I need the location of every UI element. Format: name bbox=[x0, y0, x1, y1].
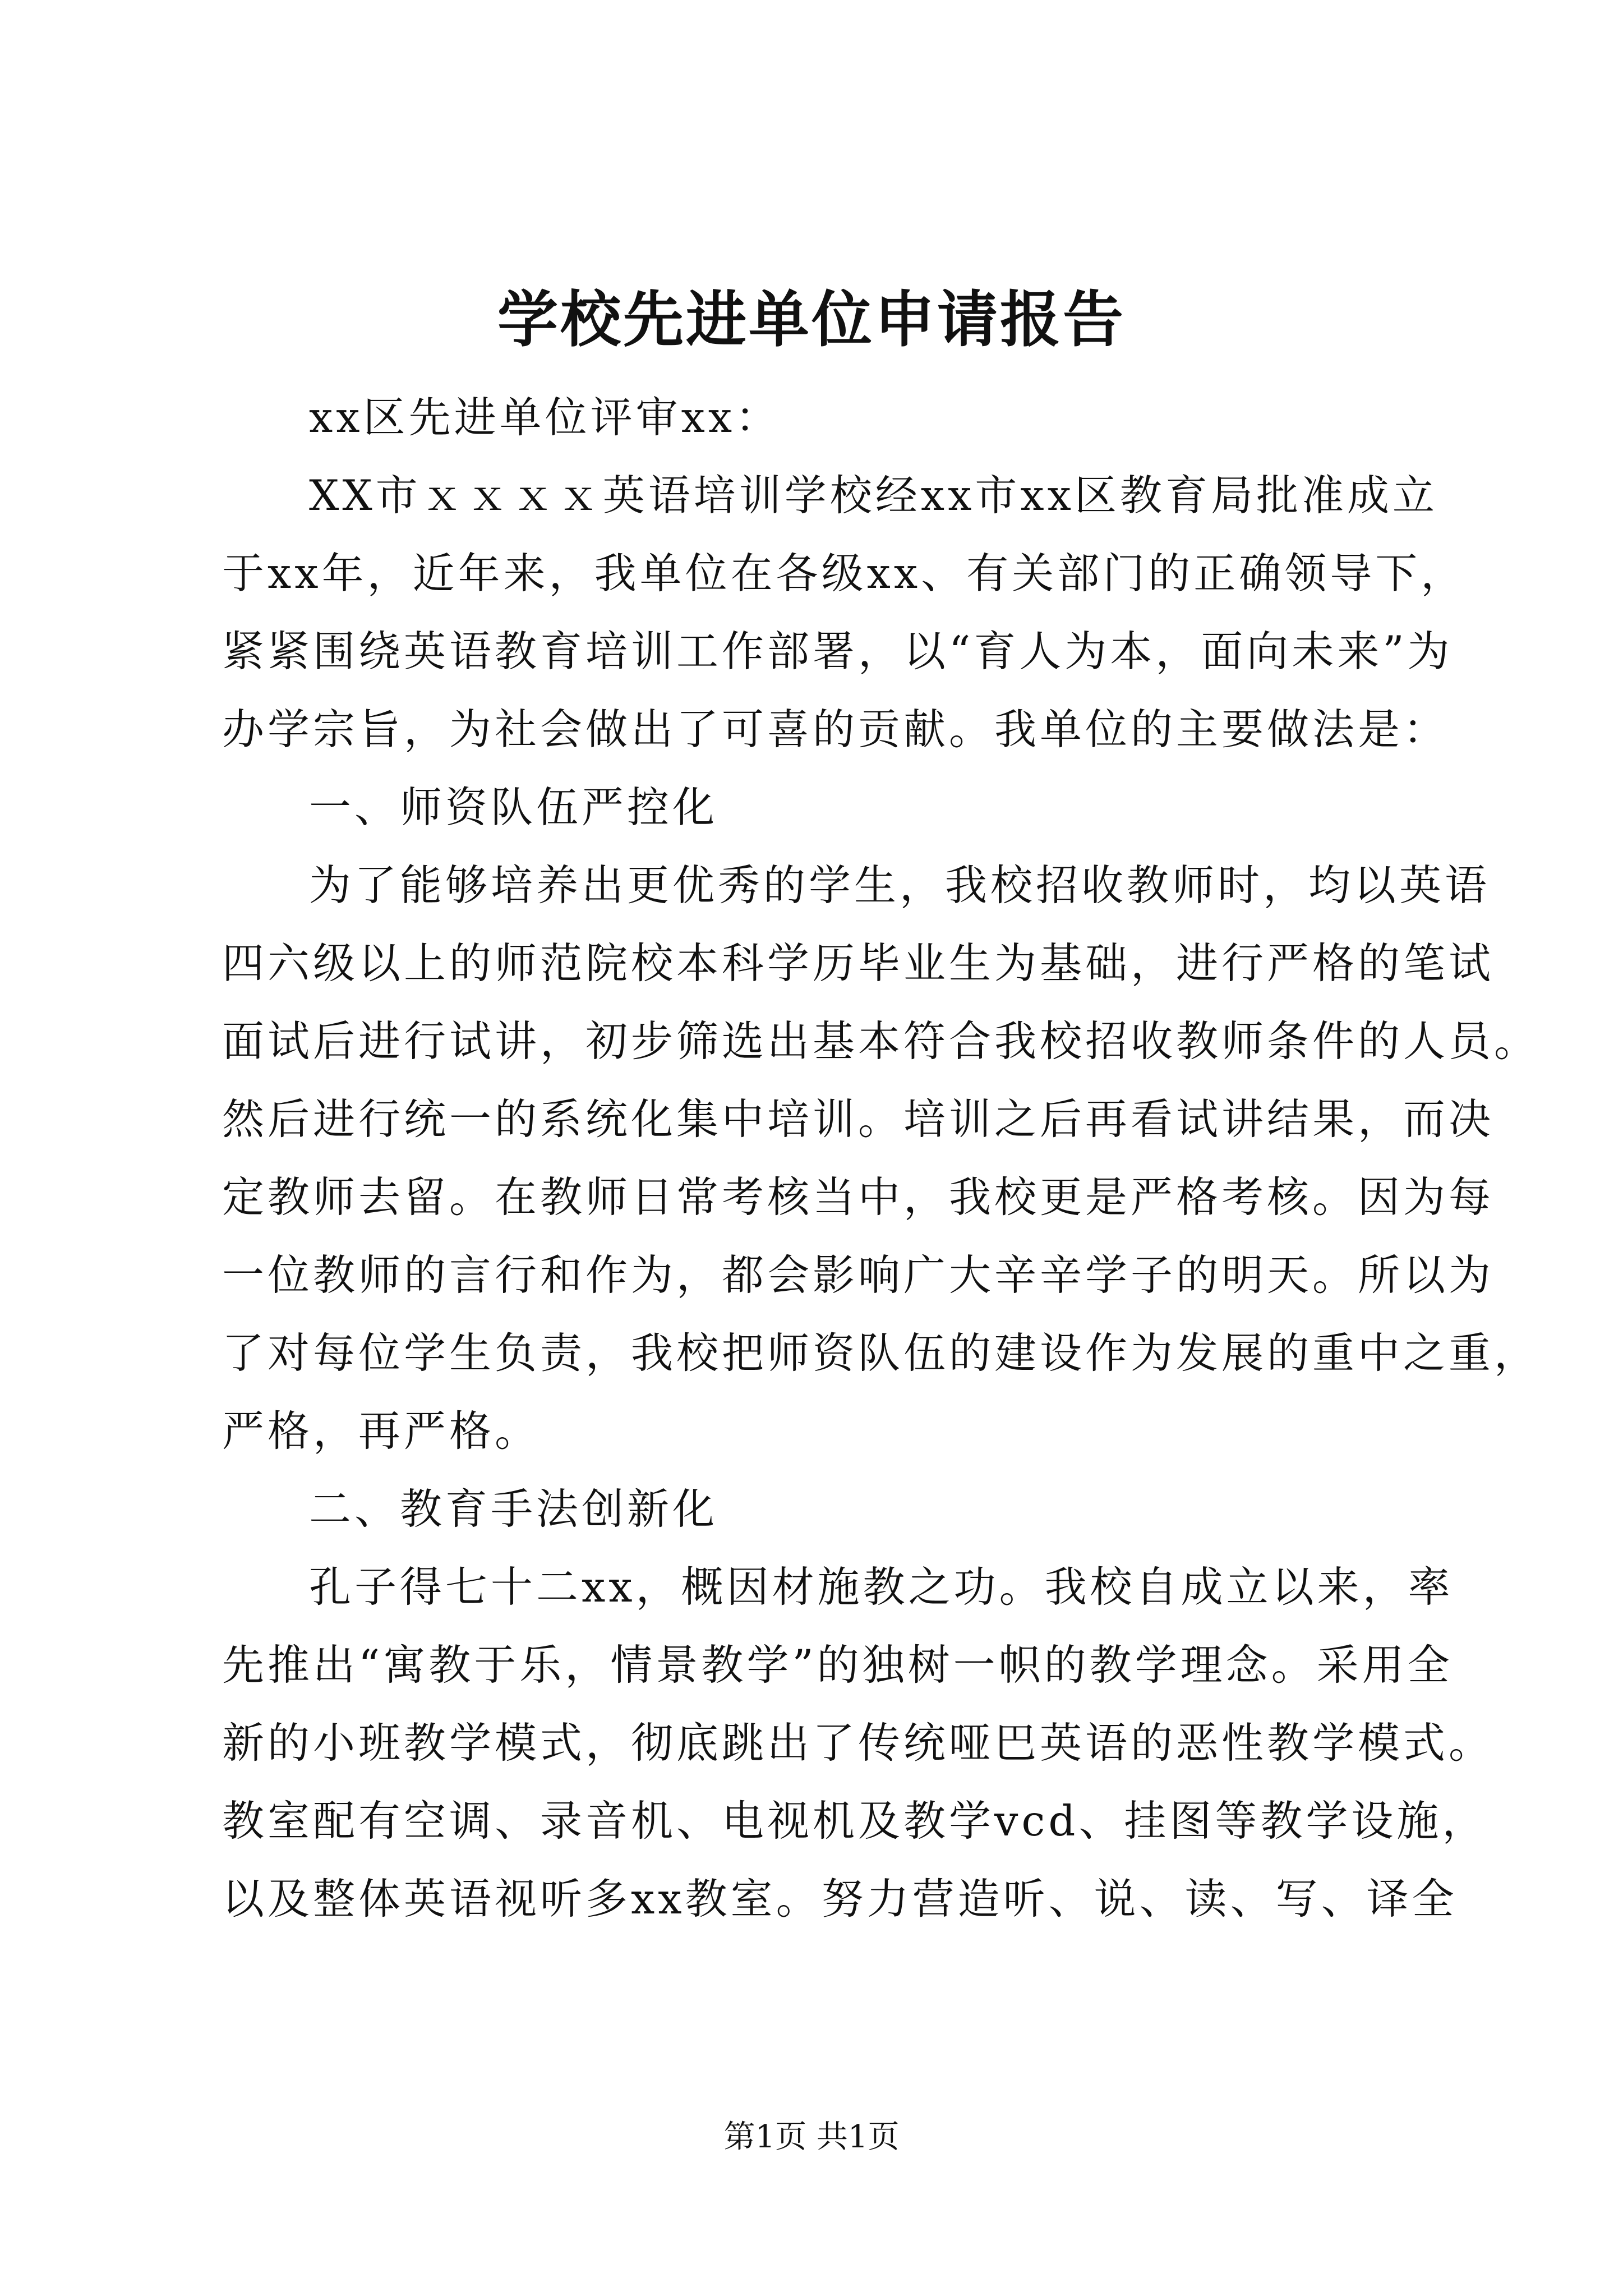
salutation-line: xx区先进单位评审xx： bbox=[309, 393, 781, 442]
paragraph-line: 一位教师的言行和作为，都会影响广大辛辛学子的明天。所以为 bbox=[222, 1250, 1495, 1300]
page-footer: 第1页 共1页 bbox=[723, 2119, 900, 2155]
document-title: 学校先进单位申请报告 bbox=[497, 284, 1126, 355]
section-heading: 二、教育手法创新化 bbox=[309, 1484, 718, 1534]
paragraph-line: 于xx年，近年来，我单位在各级xx、有关部门的正确领导下， bbox=[222, 549, 1467, 598]
paragraph-line: 然后进行统一的系统化集中培训。培训之后再看试讲结果，而决 bbox=[222, 1094, 1495, 1144]
paragraph-line: 教室配有空调、录音机、电视机及教学vcd、挂图等教学设施， bbox=[222, 1796, 1488, 1846]
paragraph-line: 孔子得七十二xx，概因材施教之功。我校自成立以来，率 bbox=[309, 1562, 1454, 1612]
paragraph-line: 面试后进行试讲，初步筛选出基本符合我校招收教师条件的人员。 bbox=[222, 1016, 1540, 1066]
paragraph-line: 先推出“寓教于乐，情景教学”的独树一帜的教学理念。采用全 bbox=[222, 1640, 1453, 1690]
paragraph-line: 紧紧围绕英语教育培训工作部署，以“育人为本，面向未来”为 bbox=[222, 627, 1453, 676]
paragraph-line: 以及整体英语视听多xx教室。努力营造听、说、读、写、译全 bbox=[222, 1874, 1458, 1924]
paragraph-line: XX市ｘｘｘｘ英语培训学校经xx市xx区教育局批准成立 bbox=[309, 471, 1438, 520]
paragraph-line: 了对每位学生负责，我校把师资队伍的建设作为发展的重中之重， bbox=[222, 1328, 1540, 1378]
paragraph-line: 严格，再严格。 bbox=[222, 1406, 541, 1456]
paragraph-line: 新的小班教学模式，彻底跳出了传统哑巴英语的恶性教学模式。 bbox=[222, 1718, 1495, 1768]
section-heading: 一、师资队伍严控化 bbox=[309, 783, 718, 832]
paragraph-line: 为了能够培养出更优秀的学生，我校招收教师时，均以英语 bbox=[309, 861, 1491, 910]
document-body bbox=[222, 379, 1540, 1938]
paragraph-line: 办学宗旨，为社会做出了可喜的贡献。我单位的主要做法是： bbox=[222, 705, 1449, 754]
paragraph-line: 定教师去留。在教师日常考核当中，我校更是严格考核。因为每 bbox=[222, 1172, 1495, 1222]
paragraph-line: 四六级以上的师范院校本科学历毕业生为基础，进行严格的笔试 bbox=[222, 938, 1495, 988]
